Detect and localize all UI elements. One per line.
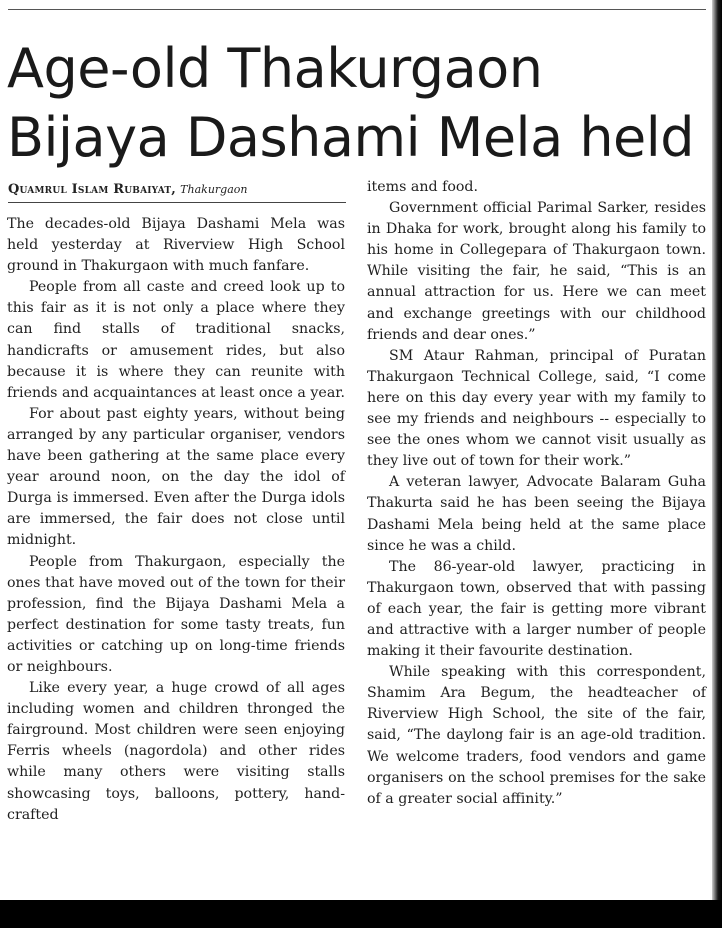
article-column-2 (367, 177, 706, 810)
byline (8, 181, 348, 199)
top-rule (8, 9, 706, 10)
paragraph: People from Thakurgaon, especially the ones that have moved out of the town for their profession, find the Bijaya Dashami Mela a perfect destination for some tasty treats, fun activities or catching up on long-time friends or neighbours. (7, 553, 345, 675)
paragraph: The decades-old Bijaya Dashami Mela was held yesterday at Riverview High School ground in Thakurgaon with much fanfare. (7, 216, 345, 275)
byline-author: Quamrul Islam Rubaiyat, (8, 182, 177, 197)
article-column-1 (7, 214, 345, 826)
paragraph: People from all caste and creed look up to this fair as it is not only a place where they can find stalls of traditional snacks, handicrafts or amusement rides, but also because it is where they can reunite with friends and acquaintances at least once a year. (7, 279, 346, 401)
scan-edge-shadow (712, 0, 722, 900)
paragraph: While speaking with this correspondent, Shamim Ara Begum, the headteacher of Riverview High School, the site of the fair, said, “The daylong fair is an age-old tradition. We welcome traders, food vendors and game organisers on the school premises for the sake of a greater social affinity.” (367, 664, 706, 807)
paragraph: For about past eighty years, without being arranged by any particular organiser, vendors have been gathering at the same place every year around noon, on the day the idol of Durga is immersed. Even after the Durga idols are immersed, the fair does not close until midnight. (7, 405, 345, 549)
headline: Age-old Thakurgaon Bijaya Dashami Mela held (7, 37, 695, 169)
byline-rule (8, 202, 346, 203)
paragraph: Government official Parimal Sarker, resides in Dhaka for work, brought along his family to his home in Collegepara of Thakurgaon town. While visiting the fair, he said, “This is an annual attraction for us. Here we can meet and exchange greetings with our childhood friends and dear ones.” (367, 200, 706, 343)
byline-dateline: Thakurgaon (180, 183, 248, 196)
paragraph: A veteran lawyer, Advocate Balaram Guha Thakurta said he has been seeing the Bijaya Dashami Mela being held at the same place since he was a child. (367, 474, 706, 554)
paragraph: Like every year, a huge crowd of all ages including women and children thronged the fairground. Most children were seen enjoying Ferris wheels (nagordola) and other rides while many others were visiting stalls showcasing toys, balloons, pottery, hand-crafted (7, 680, 345, 823)
paragraph: The 86-year-old lawyer, practicing in Thakurgaon town, observed that with passing of each year, the fair is getting more vibrant and attractive with a larger number of people making it their favourite destination. (367, 558, 706, 660)
paragraph: SM Ataur Rahman, principal of Puratan Thakurgaon Technical College, said, “I come here on this day every year with my family to see my friends and neighbours -- especially to see the ones whom we cannot visit usually as they live out of town for their work.” (367, 347, 706, 470)
paragraph-continuation: items and food. (367, 179, 478, 195)
